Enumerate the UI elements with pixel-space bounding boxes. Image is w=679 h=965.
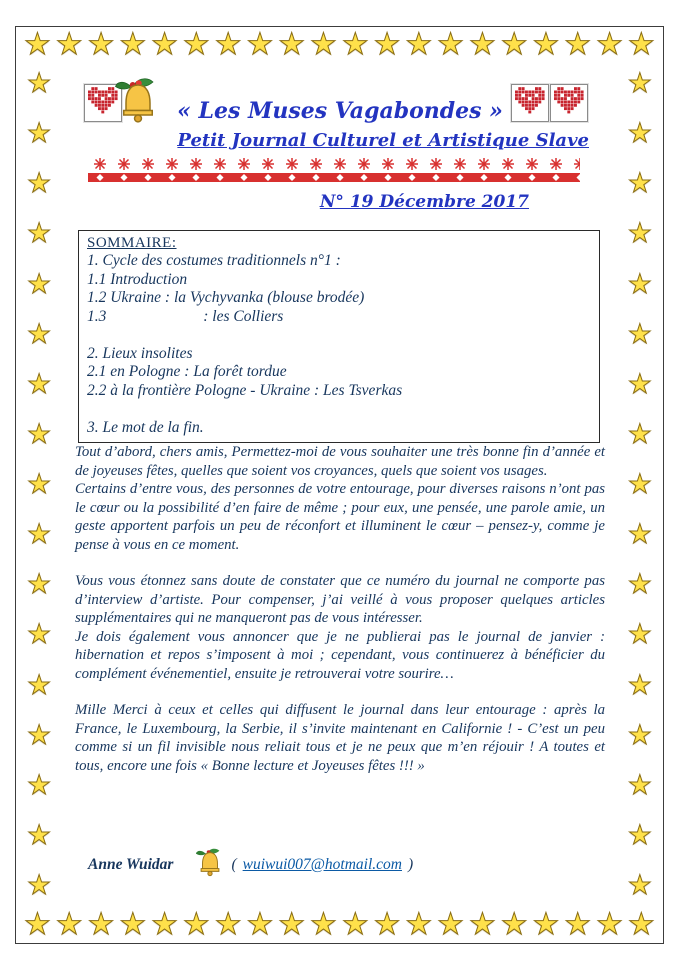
star-icon: ★: [27, 218, 52, 250]
star-icon: ★: [27, 519, 52, 551]
star-icon: ★: [564, 27, 592, 62]
email-paren-open: (: [231, 855, 237, 873]
star-icon: ★: [627, 368, 652, 400]
star-icon: ★: [627, 619, 652, 651]
signature-name: Anne Wuidar: [88, 855, 174, 873]
star-icon: ★: [27, 619, 52, 651]
star-icon: ★: [27, 68, 52, 99]
star-icon: ★: [627, 168, 652, 200]
star-icon: ★: [24, 27, 51, 62]
star-icon: ★: [27, 769, 52, 801]
star-icon: ★: [246, 27, 274, 62]
star-icon: ★: [532, 27, 560, 62]
star-icon: ★: [27, 368, 52, 400]
star-icon: ★: [310, 907, 337, 942]
sommaire-item: 2.2 à la frontière Pologne - Ukraine : Les Tsverkas: [87, 381, 403, 399]
star-icon: ★: [627, 769, 652, 801]
star-icon: ★: [214, 27, 242, 62]
star-icon: ★: [468, 907, 496, 942]
star-icon: ★: [27, 318, 52, 350]
star-icon: ★: [627, 469, 652, 500]
star-icon: ★: [627, 218, 652, 250]
star-icon: ★: [596, 907, 623, 942]
star-icon: ★: [627, 68, 652, 99]
sommaire-item: 1.2 Ukraine : la Vychyvanka (blouse brodée): [87, 289, 365, 306]
star-icon: ★: [55, 907, 83, 942]
bell-icon: [195, 846, 225, 878]
paragraph: [75, 683, 605, 701]
star-icon: ★: [27, 469, 52, 500]
star-icon: ★: [27, 669, 52, 701]
star-icon: ★: [627, 519, 652, 551]
star-icon: ★: [27, 268, 52, 300]
star-border-bottom: [24, 907, 655, 942]
star-icon: ★: [500, 27, 528, 62]
star-icon: ★: [310, 27, 337, 62]
paragraph: [75, 554, 605, 572]
star-icon: ★: [627, 907, 655, 942]
star-icon: ★: [87, 27, 115, 62]
page-title: « Les Muses Vagabondes »: [177, 98, 503, 124]
star-icon: ★: [627, 669, 652, 701]
star-border-top: [24, 27, 655, 62]
star-icon: ★: [373, 27, 401, 62]
star-icon: ★: [278, 907, 306, 942]
star-icon: ★: [532, 907, 560, 942]
sommaire-item: [87, 326, 591, 345]
star-icon: ★: [27, 168, 52, 200]
sommaire-item: [87, 400, 591, 419]
sommaire-item: 1. Cycle des costumes traditionnels n°1 :: [87, 252, 341, 269]
star-icon: ★: [468, 27, 496, 62]
paragraph: Je dois également vous annoncer que je ne publierai pas le journal de janvier : hibernation et repos s’imposent à moi ; cependant, vous continuerez à bénéficier du complément événementiel, ensuite je retrouverai votre sourire…: [75, 628, 605, 682]
star-icon: ★: [27, 819, 52, 851]
star-icon: ★: [564, 907, 592, 942]
star-icon: ★: [627, 418, 652, 450]
email-link[interactable]: wuiwui007@hotmail.com: [242, 855, 402, 873]
star-icon: ★: [627, 870, 652, 901]
sommaire-list: [87, 252, 591, 437]
sommaire-item: 1.1 Introduction: [87, 270, 188, 288]
paragraph: Mille Merci à ceux et celles qui diffusent le journal dans leur entourage : après la France, le Luxembourg, la Serbie, il s’invite maintenant en Californie ! - C’est un peu comme si un fil invisible nous reliait tous et je ne peux que m’en réjouir ! A toutes et tous, encore une fois « Bonne lecture et Joyeuses fêtes !!! »: [75, 702, 605, 774]
star-icon: ★: [596, 27, 623, 62]
issue-number: N° 19 Décembre 2017: [319, 192, 529, 212]
star-border-left: [27, 70, 51, 899]
star-icon: ★: [246, 907, 274, 942]
star-icon: ★: [24, 907, 51, 942]
star-border-right: [628, 70, 652, 899]
star-icon: ★: [119, 907, 147, 942]
star-icon: ★: [500, 907, 528, 942]
star-icon: ★: [182, 27, 210, 62]
star-icon: ★: [214, 907, 242, 942]
star-icon: ★: [151, 907, 179, 942]
star-icon: ★: [405, 27, 433, 62]
star-icon: ★: [27, 118, 52, 150]
star-icon: ★: [27, 418, 52, 450]
paragraph: Vous vous étonnez sans doute de constater que ce numéro du journal ne comporte pas d’interview d’artiste. Pour compenser, j’ai veillé à vous proposer quelques articles supplémentaires qui ne manqueront pas de vous intéresser.: [75, 573, 605, 626]
star-icon: ★: [627, 569, 652, 601]
star-icon: ★: [627, 719, 652, 751]
body-text: [75, 443, 605, 775]
star-icon: ★: [627, 819, 652, 851]
star-icon: ★: [627, 268, 652, 300]
star-icon: ★: [119, 27, 147, 62]
sommaire-item: 2.1 en Pologne : La forêt tordue: [87, 363, 287, 380]
star-icon: ★: [27, 719, 52, 751]
star-icon: ★: [373, 907, 401, 942]
sommaire-heading: SOMMAIRE:: [87, 235, 177, 251]
star-icon: ★: [627, 118, 652, 150]
star-icon: ★: [437, 907, 465, 942]
sommaire-box: [78, 230, 600, 443]
decorative-cross-stitch-band: [88, 157, 580, 183]
star-icon: ★: [437, 27, 465, 62]
star-icon: ★: [405, 907, 433, 942]
bell-ornament-signature: [195, 846, 225, 883]
star-icon: ★: [55, 27, 83, 62]
paragraph: Tout d’abord, chers amis, Permettez-moi de vous souhaiter une très bonne fin d’année et de joyeuses fêtes, quelles que soient vos croyances, quels que soient vos usages.: [75, 444, 605, 479]
star-icon: ★: [151, 27, 179, 62]
star-icon: ★: [627, 318, 652, 350]
sommaire-item: 3. Le mot de la fin.: [87, 418, 204, 436]
star-icon: ★: [27, 870, 52, 901]
signature-row: [88, 846, 413, 883]
star-icon: ★: [341, 27, 369, 62]
email-paren-close: ): [407, 855, 414, 873]
star-icon: ★: [341, 907, 369, 942]
star-icon: ★: [627, 27, 655, 62]
sommaire-item: 2. Lieux insolites: [87, 344, 193, 362]
star-icon: ★: [182, 907, 210, 942]
paragraph: Certains d’entre vous, des personnes de votre entourage, pour diverses raisons n’ont pas le cœur ou la possibilité d’en faire de même ; pour eux, une pensée, une parole amie, un geste apportent parfois un peu de réconfort et illuminent le cœur – pensez-y, comme je pense à vous en ce moment.: [75, 481, 605, 553]
star-icon: ★: [27, 569, 52, 601]
sommaire-item: 1.3 : les Colliers: [87, 307, 284, 325]
star-icon: ★: [87, 907, 115, 942]
page-subtitle: Petit Journal Culturel et Artistique Slave: [177, 130, 589, 151]
star-icon: ★: [278, 27, 306, 62]
